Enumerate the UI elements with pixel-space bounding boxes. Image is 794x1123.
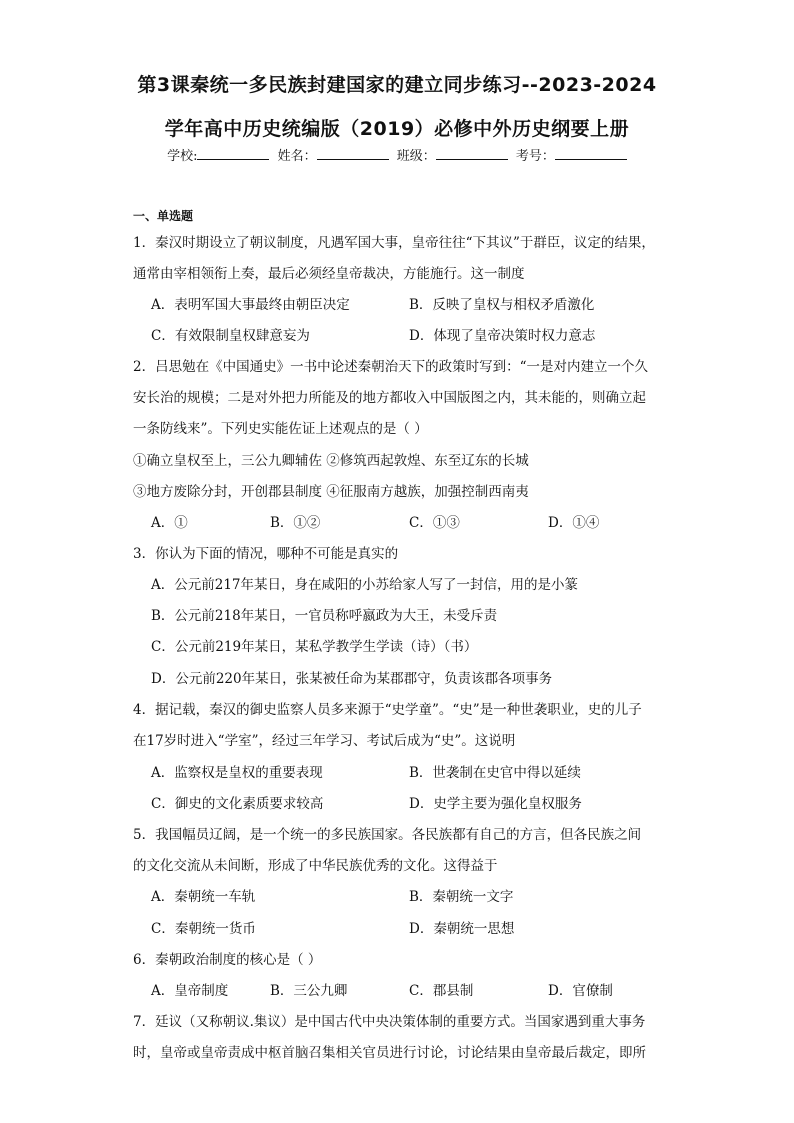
class-blank[interactable]: [436, 147, 508, 160]
question-1-option-d[interactable]: D．体现了皇帝决策时权力意志: [409, 328, 596, 344]
question-2-line-2: 安长治的规模；二是对外把力所能及的地方都收入中国版图之内，其未能的，则确立起: [133, 390, 646, 406]
question-1-line-2: 通常由宰相领衔上奏，最后必须经皇帝裁决，方能施行。这一制度: [133, 266, 525, 282]
question-7-line-2: 时，皇帝或皇帝责成中枢首脑召集相关官员进行讨论，讨论结果由皇帝最后裁定，即所: [133, 1045, 646, 1061]
question-2-statement-3-4: ③地方废除分封，开创郡县制度 ④征服南方越族，加强控制西南夷: [133, 484, 529, 500]
question-7-line-1: 7．廷议（又称朝议.集议）是中国古代中央决策体制的重要方式。当国家遇到重大事务: [133, 1014, 646, 1030]
question-2-line-1: 2．吕思勉在《中国通史》一书中论述秦朝治天下的政策时写到：“一是对内建立一个久: [133, 359, 648, 375]
exam-number-blank[interactable]: [555, 147, 627, 160]
title-line-2: 学年高中历史统编版（2019）必修中外历史纲要上册: [164, 118, 630, 140]
question-3-option-d[interactable]: D．公元前220年某日，张某被任命为某郡郡守，负责该郡各项事务: [151, 671, 553, 687]
question-2-statement-1-2: ①确立皇权至上，三公九卿辅佐 ②修筑西起敦煌、东至辽东的长城: [133, 453, 529, 469]
question-6-option-d[interactable]: D．官僚制: [548, 983, 613, 999]
student-info-row: [0, 145, 794, 164]
question-3-option-a[interactable]: A．公元前217年某日，身在咸阳的小苏给家人写了一封信，用的是小篆: [151, 577, 579, 593]
exam-number-label: 考号：: [515, 149, 555, 164]
name-blank[interactable]: [317, 147, 389, 160]
question-6-option-c[interactable]: C．郡县制: [409, 983, 474, 999]
question-6-line-1: 6．秦朝政治制度的核心是（ ）: [133, 952, 322, 968]
question-1-option-c[interactable]: C．有效限制皇权肆意妄为: [151, 328, 310, 344]
question-1-line-1: 1．秦汉时期设立了朝议制度，凡遇军国大事，皇帝往往“下其议”于群臣，议定的结果，: [133, 235, 655, 251]
question-5-option-a[interactable]: A．秦朝统一车轨: [151, 889, 256, 905]
section-title: 一、单选题: [133, 209, 194, 223]
question-1-option-b[interactable]: B．反映了皇权与相权矛盾激化: [409, 297, 595, 313]
school-label: 学校:: [167, 149, 198, 164]
question-4-line-2: 在17岁时进入“学室”，经过三年学习、考试后成为“史”。这说明: [133, 733, 516, 749]
class-label: 班级：: [396, 149, 436, 164]
question-5-option-c[interactable]: C．秦朝统一货币: [151, 921, 256, 937]
question-2-option-a[interactable]: A．①: [151, 515, 188, 531]
question-3-line-1: 3．你认为下面的情况，哪种不可能是真实的: [133, 546, 399, 562]
question-3-option-c[interactable]: C．公元前219年某日，某私学教学生学读（诗）（书）: [151, 639, 478, 655]
question-6-option-b[interactable]: B．三公九卿: [270, 983, 348, 999]
question-2-option-b[interactable]: B．①②: [270, 515, 321, 531]
question-4-option-c[interactable]: C．御史的文化素质要求较高: [151, 796, 324, 812]
question-2-option-c[interactable]: C．①③: [409, 515, 460, 531]
question-5-line-2: 的文化交流从未间断，形成了中华民族优秀的文化。这得益于: [133, 858, 498, 874]
school-blank[interactable]: [197, 147, 269, 160]
question-5-option-d[interactable]: D．秦朝统一思想: [409, 921, 515, 937]
question-5-option-b[interactable]: B．秦朝统一文字: [409, 889, 514, 905]
question-4-option-b[interactable]: B．世袭制在史官中得以延续: [409, 765, 581, 781]
question-3-option-b[interactable]: B．公元前218年某日，一官员称呼嬴政为大王，未受斥责: [151, 608, 498, 624]
question-1-option-a[interactable]: A．表明军国大事最终由朝臣决定: [151, 297, 350, 313]
title-line-1: 第3课秦统一多民族封建国家的建立同步练习--2023-2024: [137, 74, 657, 96]
question-6-option-a[interactable]: A．皇帝制度: [151, 983, 229, 999]
question-4-line-1: 4．据记载，秦汉的御史监察人员多来源于“史学童”。“史”是一种世袭职业，史的儿子: [133, 702, 642, 718]
question-5-line-1: 5．我国幅员辽阔，是一个统一的多民族国家。各民族都有自己的方言，但各民族之间: [133, 827, 642, 843]
question-4-option-a[interactable]: A．监察权是皇权的重要表现: [151, 765, 323, 781]
question-2-line-3: 一条防线来”。下列史实能佐证上述观点的是（ ）: [133, 421, 428, 437]
question-2-option-d[interactable]: D．①④: [548, 515, 600, 531]
question-4-option-d[interactable]: D．史学主要为强化皇权服务: [409, 796, 582, 812]
name-label: 姓名：: [277, 149, 317, 164]
